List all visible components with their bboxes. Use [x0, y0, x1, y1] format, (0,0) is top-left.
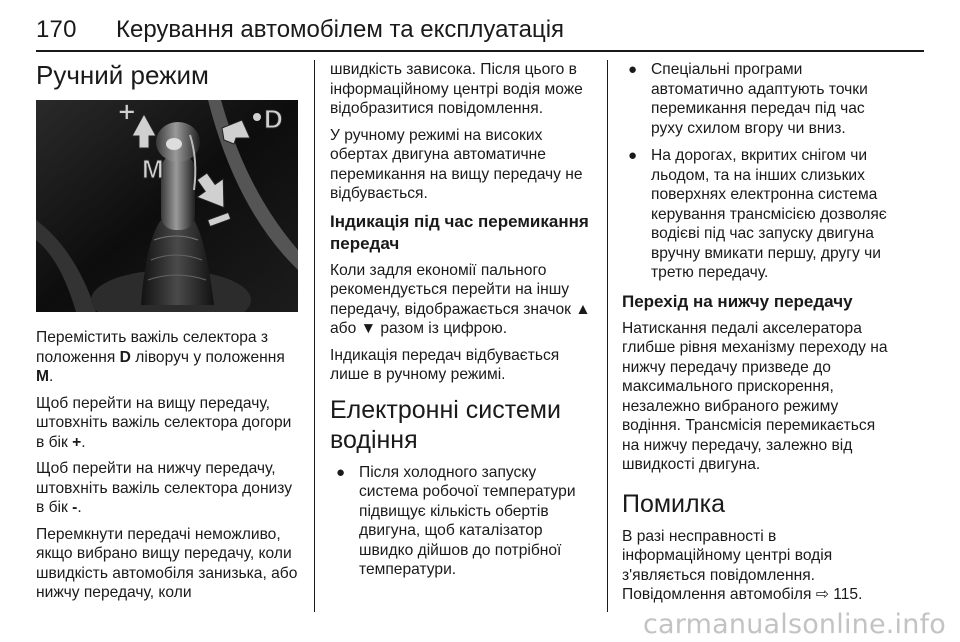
paragraph: швидкість зависока. Після цього в інформаційному центрі водія може відобразитися повідомлення. [330, 61, 583, 117]
electronic-systems-heading: Електронні системи водіння [330, 395, 561, 454]
reference-arrow-icon: ⇨ [815, 586, 829, 603]
list-item: ● Спеціальні програми автоматично адаптують точки перемикання передач під час руху схилом вгору чи вниз. [628, 61, 868, 137]
bullet-icon: ● [628, 61, 638, 78]
list-item: ● Після холодного запуску система робочої температури підвищує кількість обертів двигуна, щоб каталізатор швидко дійшов до потрібної температури. [336, 463, 576, 578]
paragraph: Перемкнути передачі неможливо, якщо вибрано вищу передачу, коли швидкість автомобіля занизька, або нижчу передачу, коли [36, 525, 298, 601]
bullet-icon: ● [628, 147, 638, 164]
d-label: D [264, 104, 283, 134]
bullet-list [330, 463, 592, 580]
kickdown-heading: Перехід на нижчу передачу [622, 291, 853, 311]
plus-label: + [118, 100, 136, 129]
list-item: ● На дорогах, вкритих снігом чи льодом, та на інших слизьких поверхнях електронна система керування трансмісією дозволяє водієві під час запуску двигуна вручну вмикати першу, другу чи третю передачу. [628, 147, 887, 281]
manual-mode-heading: Ручний режим [36, 60, 209, 90]
paragraph: Натискання педалі акселератора глибше рівня механізму переходу на нижчу передачу призведе до максимального прискорення, незалежно вибраного режиму водіння. Трансмісія перемикається на нижчу передачу, залежно від швидкості двигуна. [622, 319, 888, 473]
section-title: Керування автомобілем та експлуатація [116, 16, 565, 43]
paragraph: Індикація передач відбувається лише в ручному режимі. [330, 346, 560, 383]
bullet-icon: ● [336, 463, 346, 481]
column-1 [36, 60, 298, 610]
paragraph: В разі несправності в інформаційному центрі водія з'являється повідомлення. Повідомлення автомобіля ⇨ 115. [622, 527, 863, 603]
column-3 [622, 60, 888, 612]
column-2 [330, 60, 592, 588]
gear-selector-image [36, 100, 298, 312]
paragraph: Щоб перейти на вищу передачу, штовхніть важіль селектора догори в бік +. [36, 394, 292, 451]
column-divider [314, 60, 315, 612]
page-reference[interactable]: 115 [833, 586, 859, 603]
bullet-list [622, 60, 888, 283]
column-divider [607, 60, 608, 612]
page-header [36, 14, 924, 50]
page-number: 170 [36, 16, 77, 43]
header-rule [36, 50, 924, 52]
paragraph: Перемістить важіль селектора з положення D ліворуч у положення M. [36, 329, 285, 385]
shift-indication-heading: Індикація під час перемикання передач [330, 211, 589, 253]
paragraph: Щоб перейти на нижчу передачу, штовхніть важіль селектора донизу в бік -. [36, 460, 293, 516]
error-heading: Помилка [622, 489, 726, 518]
watermark: carmanualsonline.info [643, 609, 946, 640]
paragraph: У ручному режимі на високих обертах двигуна автоматичне перемикання на вищу передачу не відбувається. [330, 126, 583, 202]
paragraph: Коли задля економії пального рекомендується перейти на іншу передачу, відображається значок ▲ або ▼ разом із цифрою. [330, 261, 591, 337]
m-label: M [142, 154, 164, 184]
